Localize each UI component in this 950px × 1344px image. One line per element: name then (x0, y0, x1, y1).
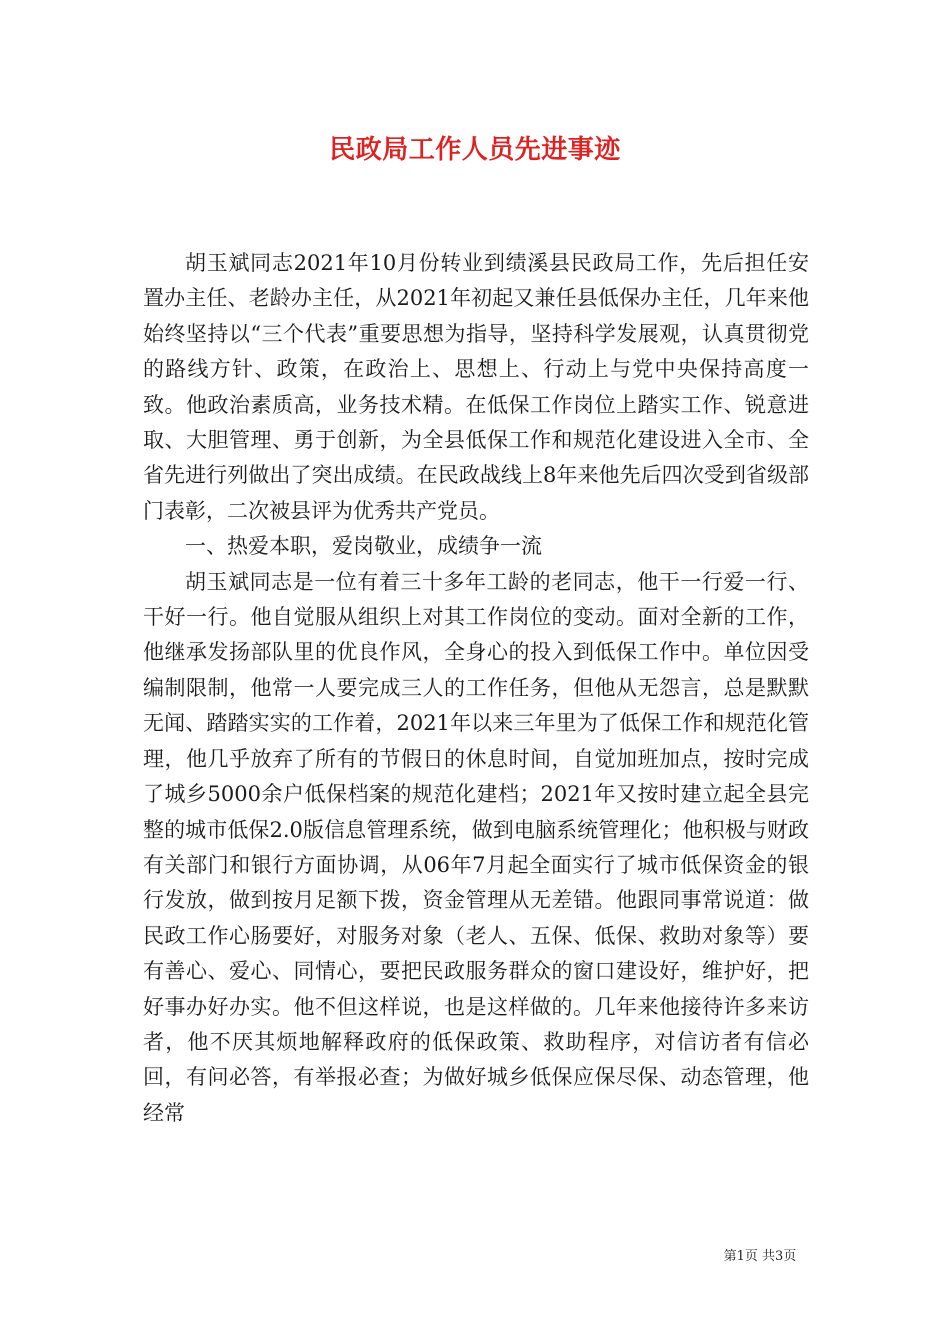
paragraph-intro: 胡玉斌同志2021年10月份转业到绩溪县民政局工作，先后担任安置办主任、老龄办主任，从2021年初起又兼任县低保办主任，几年来他始终坚持以“三个代表”重要思想为指导，坚持科学发展观，认真贯彻党的路线方针、政策，在政治上、思想上、行动上与党中央保持高度一致。他政治素质高，业务技术精。在低保工作岗位上踏实工作、锐意进取、大胆管理、勇于创新，为全县低保工作和规范化建设进入全市、全省先进行列做出了突出成绩。在民政战线上8年来他先后四次受到省级部门表彰，二次被县评为优秀共产党员。 (143, 251, 809, 523)
paragraph-section-1: 胡玉斌同志是一位有着三十多年工龄的老同志，他干一行爱一行、干好一行。他自觉服从组织上对其工作岗位的变动。面对全新的工作，他继承发扬部队里的优良作风，全身心的投入到低保工作中。单位因受编制限制，他常一人要完成三人的工作任务，但他从无怨言，总是默默无闻、踏踏实实的工作着，2021年以来三年里为了低保工作和规范化管理，他几乎放弃了所有的节假日的休息时间，自觉加班加点，按时完成了城乡5000余户低保档案的规范化建档；2021年又按时建立起全县完整的城市低保2.0版信息管理系统，做到电脑系统管理化；他积极与财政有关部门和银行方面协调，从06年7月起全面实行了城市低保资金的银行发放，做到按月足额下拨，资金管理从无差错。他跟同事常说道：做民政工作心肠要好，对服务对象（老人、五保、低保、救助对象等）要有善心、爱心、同情心，要把民政服务群众的窗口建设好，维护好，把好事办好办实。他不但这样说，也是这样做的。几年来他接待许多来访者，他不厌其烦地解释政府的低保政策、救助程序，对信访者有信必回，有问必答，有举报必查；为做好城乡低保应保尽保、动态管理，他经常 (143, 569, 809, 1125)
document-body (143, 246, 809, 1131)
page-number: 第1页 共3页 (723, 1249, 797, 1264)
document-title: 民政局工作人员先进事迹 (329, 135, 621, 165)
section-heading: 一、热爱本职，爱岗敬业，成绩争一流 (185, 534, 542, 559)
